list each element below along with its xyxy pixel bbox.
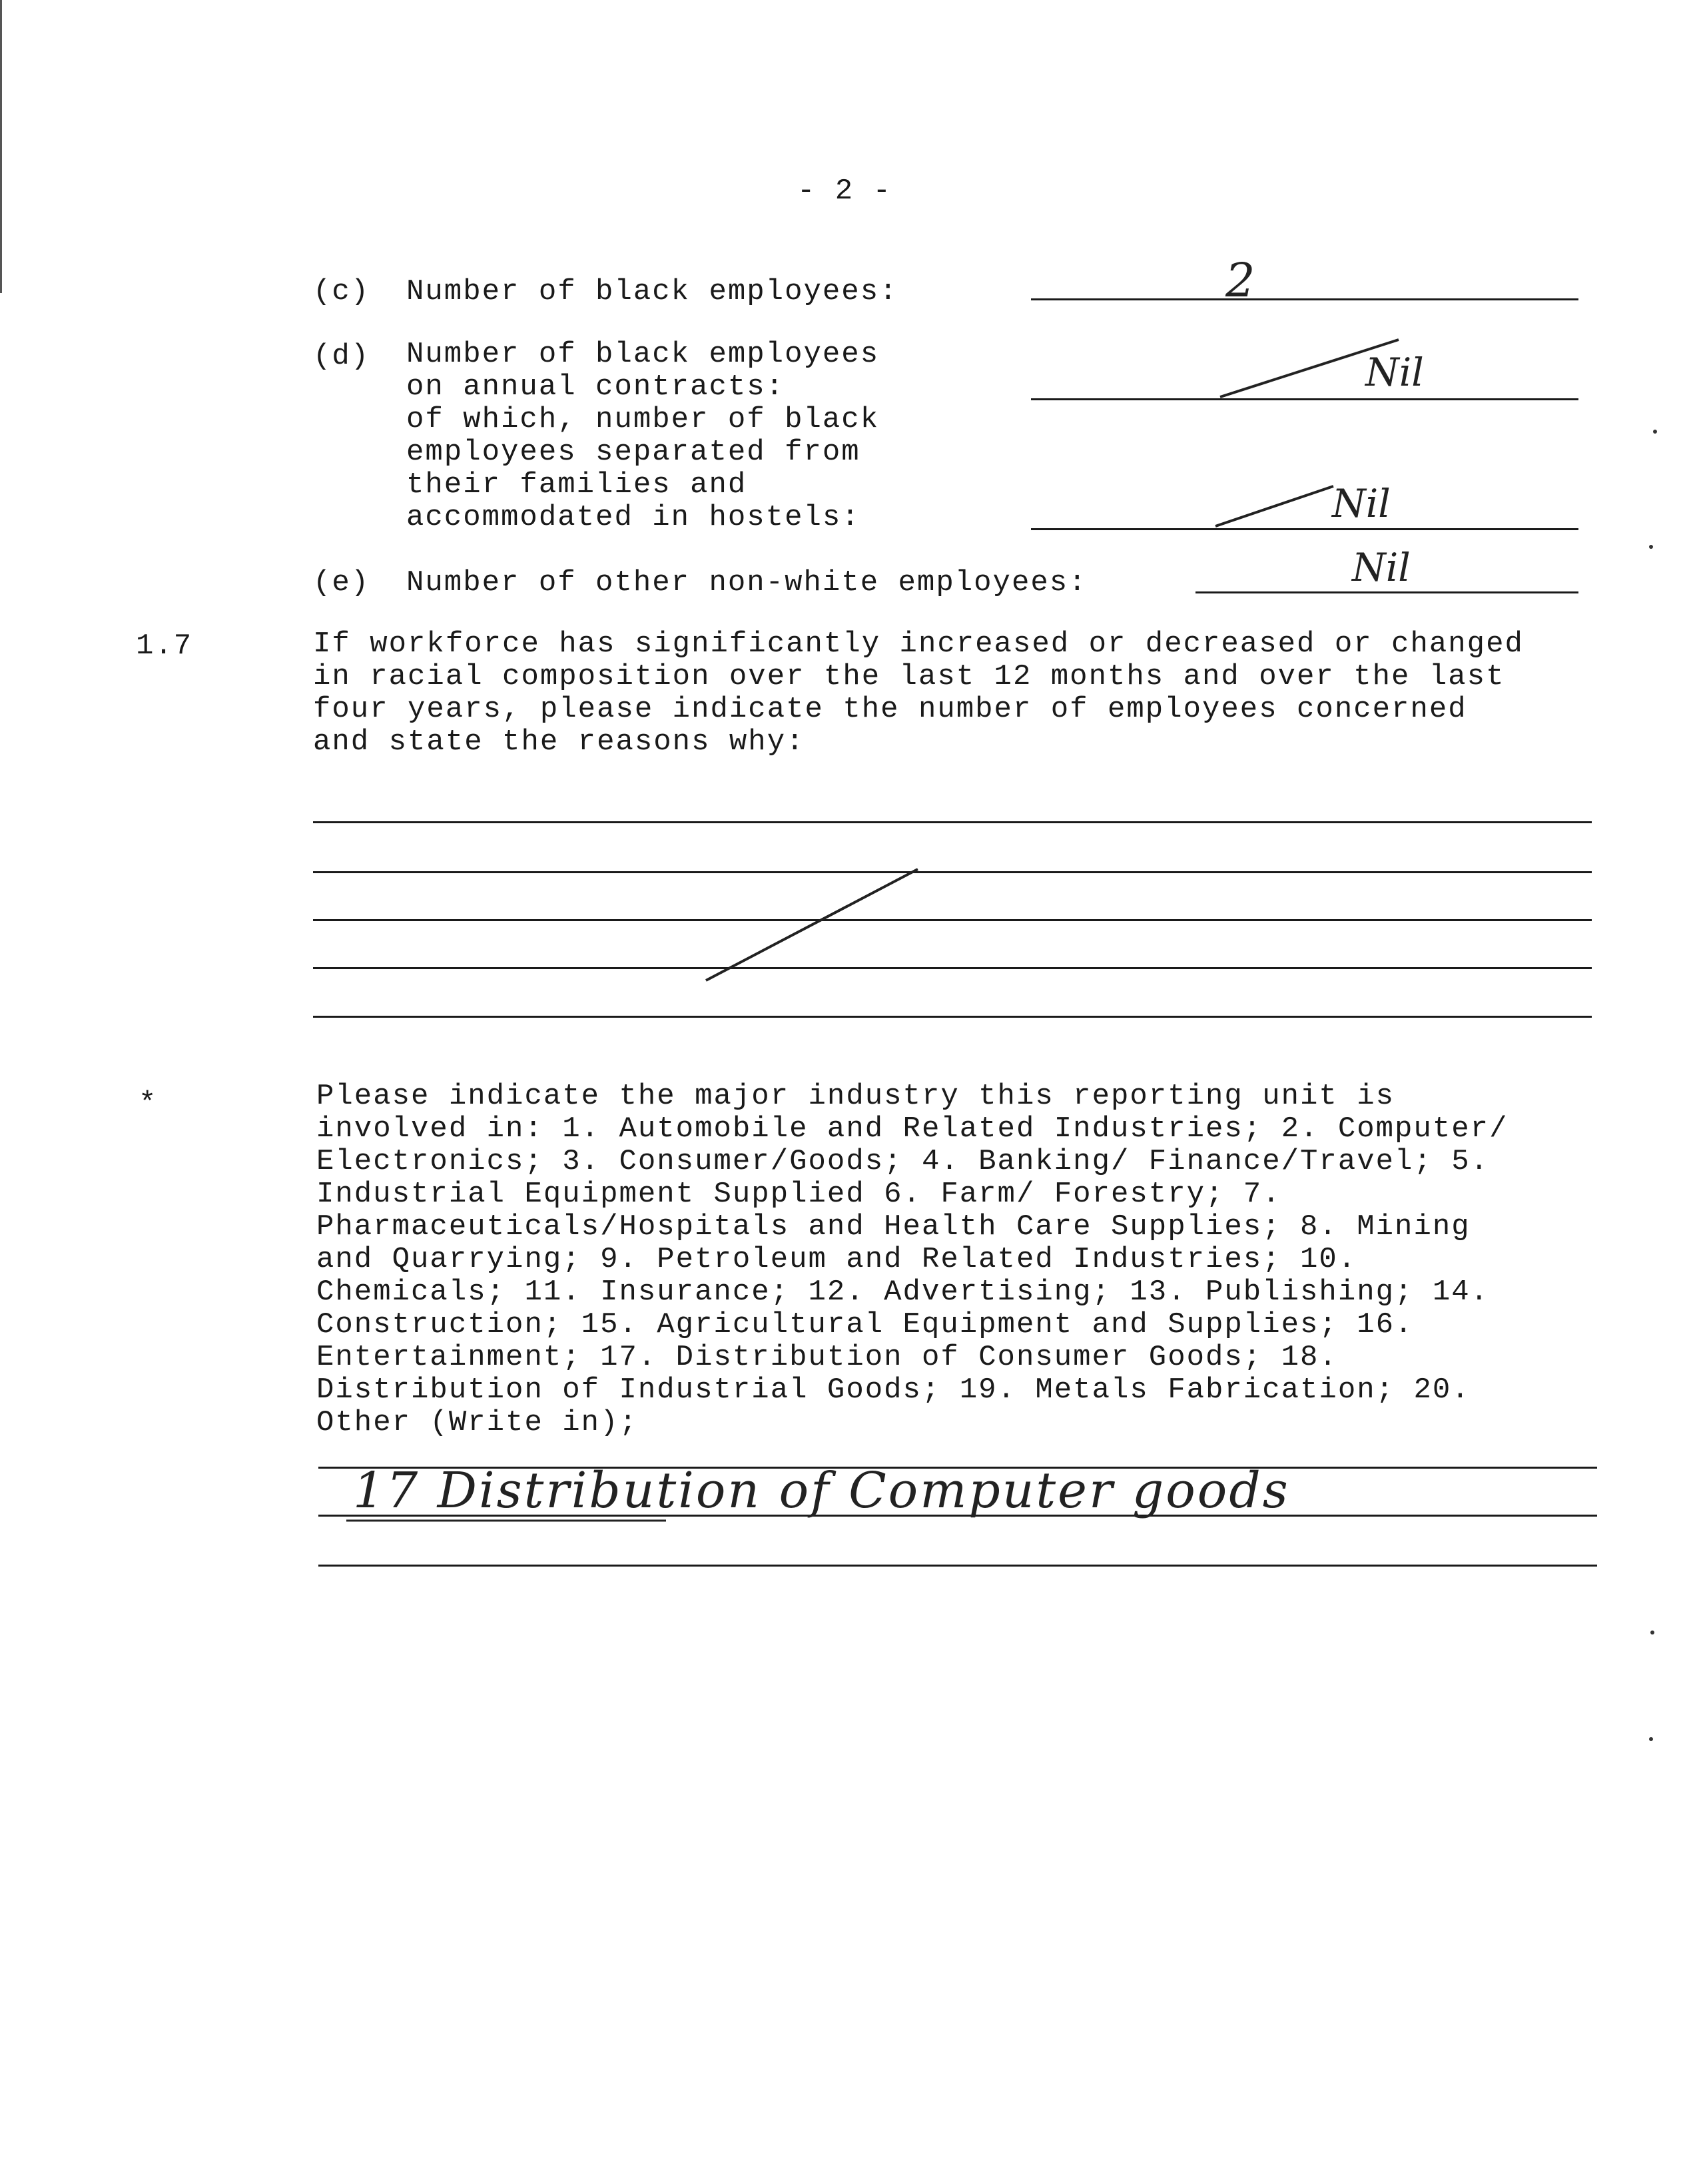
section-1-7-question: If workforce has significantly increased or decreased or changed in racial composition over the last 12 months and over the last four years, please indicate the number of employees concerned and state the reasons why: <box>313 627 1524 759</box>
item-e-text: Number of other non-white employees: <box>406 566 1088 599</box>
section-1-7-slash <box>706 869 918 980</box>
speck <box>1650 1631 1654 1635</box>
speck <box>1649 545 1653 549</box>
item-c-answer: 2 <box>1225 253 1255 308</box>
item-e-label: (e) <box>313 566 370 599</box>
item-d-label: (d) <box>313 340 370 373</box>
item-c-text: Number of black employees: <box>406 275 898 308</box>
page-number: - 2 - <box>797 175 892 208</box>
section-number: 1.7 <box>136 629 193 663</box>
item-d-text-2: of which, number of black employees separated from their families and accommodated in hostels: <box>406 403 880 534</box>
item-d-answer-2: Nil <box>1332 481 1391 526</box>
item-d-text-1: Number of black employees on annual contracts: <box>406 338 880 404</box>
speck <box>1653 430 1657 434</box>
speck <box>1649 1737 1653 1741</box>
industry-answer: 17 Distribution of Computer goods <box>353 1462 1290 1519</box>
item-d-slash-2 <box>1215 486 1333 526</box>
item-c-label: (c) <box>313 275 370 308</box>
industry-marker: * <box>139 1087 158 1120</box>
industry-question: Please indicate the major industry this reporting unit is involved in: 1. Automobile and Related Industries; 2. Computer/ Electronics; 3. Consumer/Goods; 4. Banking/ Finance/Travel; 5. Industrial Equipment Supplied 6. Farm/ Forestry; 7. Pharmaceuticals/Hospitals and Health Care Supplies; 8. Mining and Quarrying; 9. Petroleum and Related Industries; 10. Chemicals; 11. Insurance; 12. Advertising; 13. Publishing; 14. Construction; 15. Agricultural Equipment and Supplies; 16. Entertainment; 17. Distribution of Consumer Goods; 18. Distribution of Industrial Goods; 19. Metals Fabrication; 20. Other (Write in); <box>316 1080 1509 1439</box>
item-e-answer: Nil <box>1352 545 1411 590</box>
item-d-answer-1: Nil <box>1365 350 1424 395</box>
item-d-slash-1 <box>1220 340 1399 397</box>
